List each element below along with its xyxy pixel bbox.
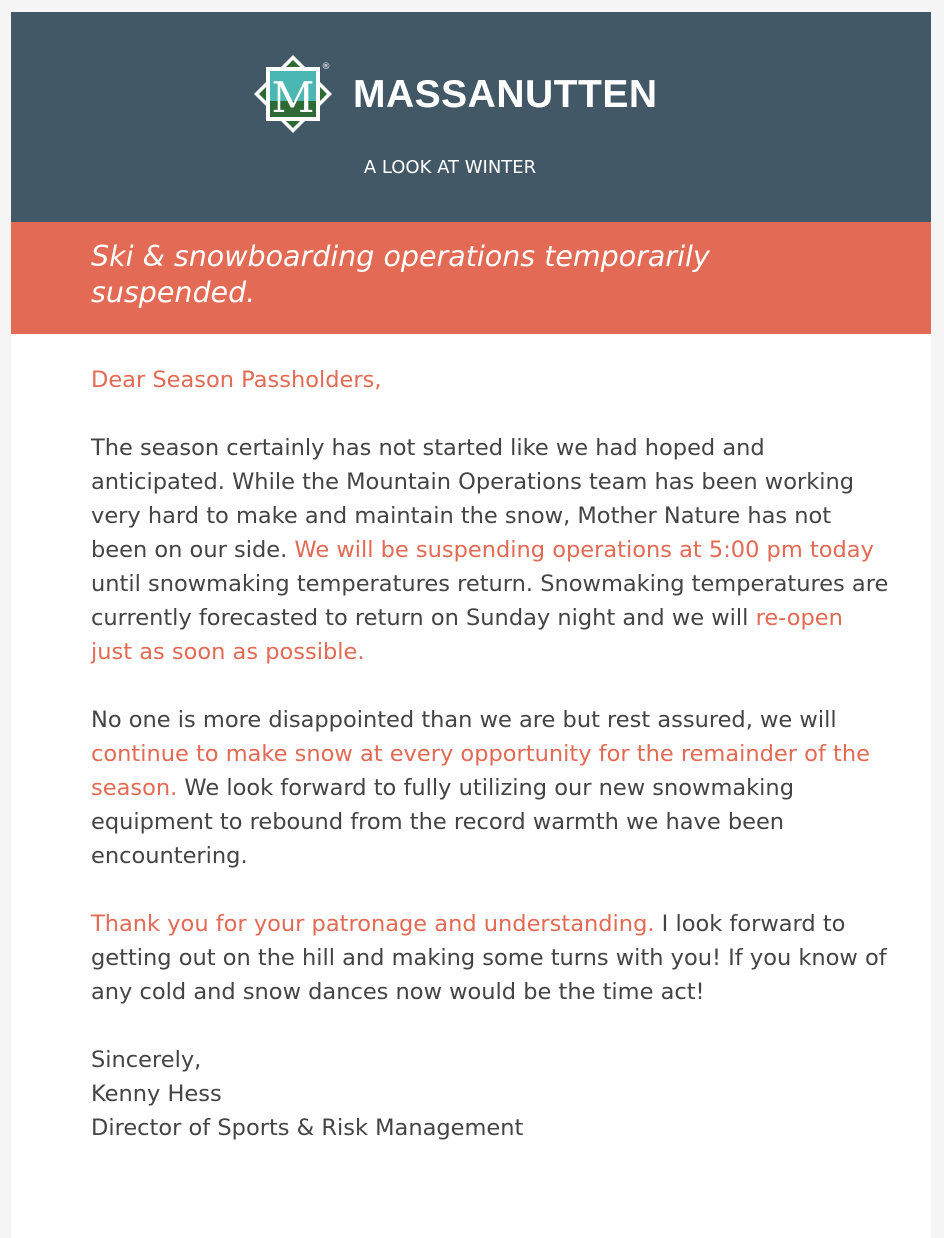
- banner-title: Ski & snowboarding operations temporarily suspended.: [91, 240, 710, 309]
- signature: [91, 1043, 891, 1145]
- email-header: [11, 12, 931, 222]
- text-segment: I look forward to getting out on the hill and making some turns with you! If you know of any cold and snow dances now would be the time act!: [91, 911, 887, 1005]
- paragraph-suspension: [91, 431, 891, 669]
- registered-mark: ®: [321, 62, 331, 72]
- greeting: Dear Season Passholders,: [91, 367, 382, 393]
- highlight-reopen: re-open just as soon as possible.: [91, 605, 843, 665]
- text-segment: We look forward to fully utilizing our new snowmaking equipment to rebound from the record warmth we have been encountering.: [91, 775, 794, 869]
- paragraph-snowmaking: [91, 703, 891, 873]
- letter-body: [11, 334, 931, 1145]
- text-segment: until snowmaking temperatures return. Snowmaking temperatures are currently forecasted to return on Sunday night and we will: [91, 571, 889, 631]
- signature-closing: Sincerely,: [91, 1047, 202, 1073]
- highlight-continue-snow: continue to make snow at every opportunity for the remainder of the season.: [91, 741, 870, 801]
- logo-letter: M: [271, 73, 315, 122]
- alert-banner: [11, 222, 931, 334]
- signature-name: Kenny Hess: [91, 1081, 222, 1107]
- text-segment: The season certainly has not started like we had hoped and anticipated. While the Mountain Operations team has been working very hard to make and maintain the snow, Mother Nature has not been on our side.: [91, 435, 855, 563]
- highlight-suspension-time: We will be suspending operations at 5:00 pm today: [294, 537, 874, 563]
- text-segment: No one is more disappointed than we are but rest assured, we will: [91, 707, 837, 733]
- tagline: A LOOK AT WINTER: [363, 157, 537, 178]
- signature-title: Director of Sports & Risk Management: [91, 1115, 524, 1141]
- highlight-thanks: Thank you for your patronage and understanding.: [91, 911, 655, 937]
- diamond-m-logo-icon: [252, 53, 334, 135]
- email-message: [11, 12, 931, 1238]
- brand-name: MASSANUTTEN: [353, 73, 658, 116]
- paragraph-thanks: [91, 907, 891, 1009]
